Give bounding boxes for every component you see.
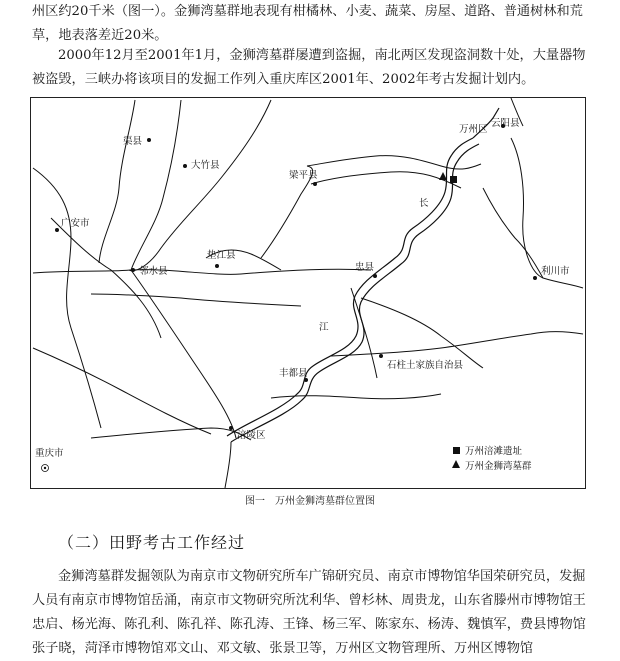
- roads: [33, 98, 583, 488]
- label-yunyang: 云阳县: [491, 118, 520, 129]
- quxian-marker: [147, 138, 151, 142]
- yangtze-river: [227, 108, 499, 442]
- shizhu-marker: [379, 354, 383, 358]
- linshui-marker: [131, 268, 135, 272]
- map-canvas: [31, 98, 585, 488]
- label-liangping: 梁平县: [289, 170, 318, 181]
- label-linshui: 邻水县: [139, 266, 168, 277]
- river-label-chang: 长: [419, 198, 429, 209]
- wanzhou-fuutan-site-marker: [450, 176, 457, 183]
- dazhu-marker: [183, 164, 187, 168]
- label-zhongxian: 忠县: [355, 262, 375, 273]
- fuling-marker: [229, 426, 233, 430]
- label-fengdu: 丰都县: [279, 368, 308, 379]
- zhongxian-marker: [373, 274, 377, 278]
- label-lichuan: 利川市: [541, 266, 570, 277]
- liangping-marker: [313, 182, 317, 186]
- paragraph-top: 州区约20千米（图一）。金狮湾墓群地表现有柑橘林、小麦、蔬菜、房屋、道路、普通树林和荒草，地表落差近20米。: [32, 4, 583, 43]
- paragraph-second: 2000年12月至2001年1月，金狮湾墓群屡遭到盗掘，南北两区发现盗洞数十处，大量器物被盗毁，三峡办将该项目的发掘工作列入重庆库区2001年、2002年考古发掘计划内。: [32, 48, 586, 87]
- legend-triangle-symbol: [452, 460, 460, 468]
- label-guangan: 广安市: [61, 218, 90, 229]
- guangan-marker: [55, 228, 59, 232]
- figure-caption: 图一 万州金狮湾墓群位置图: [245, 496, 375, 507]
- place-labels: [35, 118, 570, 459]
- location-map: [30, 97, 586, 489]
- lichuan-marker: [533, 276, 537, 280]
- map-legend: [452, 445, 532, 472]
- label-dazhu: 大竹县: [191, 160, 220, 171]
- label-dianjiang: 垫江县: [207, 250, 236, 261]
- label-quxian: 渠县: [123, 136, 143, 147]
- river-label-jiang: 江: [319, 322, 329, 333]
- jinshiwan-site-marker: [439, 172, 447, 180]
- legend-site1: 万州涪滩遗址: [465, 446, 523, 457]
- label-chongqing: 重庆市: [35, 448, 64, 459]
- chongqing-marker-dot: [44, 467, 46, 469]
- legend-site2: 万州金狮湾墓群: [465, 461, 532, 472]
- paragraph-bottom: 金狮湾墓群发掘领队为南京市文物研究所车广锦研究员、南京市博物馆华国荣研究员，发掘人员有南京市博物馆岳涌，南京市文物研究所沈利华、曾杉林、周贵龙，山东省滕州市博物馆王忠启、杨光海、陈孔利、陈孔祥、陈孔涛、王锋、杨三军、陈家东、杨涛、魏慎军，费县博物馆张子晓，菏泽市博物馆邓文山、邓文敏、张景卫等，万州区文物管理所、万州区博物馆: [32, 569, 586, 656]
- section-heading: （二）田野考古工作经过: [58, 533, 246, 552]
- dianjiang-marker: [215, 264, 219, 268]
- label-fuling: 涪陵区: [237, 430, 266, 441]
- label-wanzhou: 万州区: [459, 124, 488, 135]
- label-shizhu: 石柱土家族自治县: [387, 360, 464, 371]
- legend-square-symbol: [453, 447, 460, 454]
